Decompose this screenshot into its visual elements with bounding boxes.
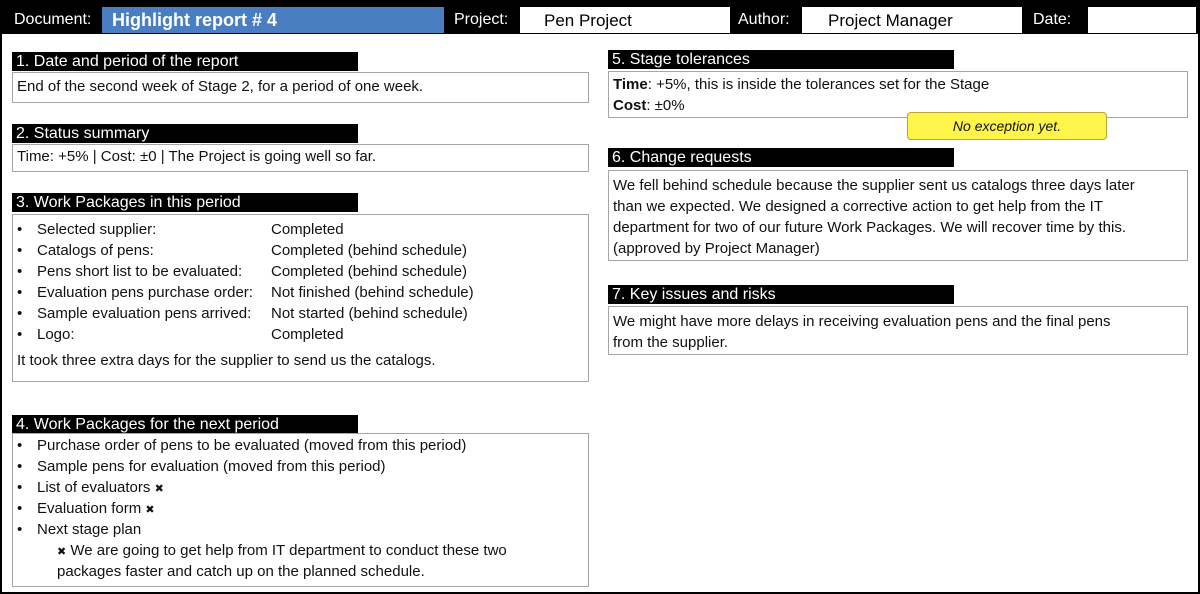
- section-2-box: [12, 144, 589, 172]
- document-title-field[interactable]: Highlight report # 4: [102, 7, 444, 33]
- section-3-note: It took three extra days for the supplier to send us the catalogs.: [17, 352, 436, 369]
- work-package-row: [17, 261, 588, 282]
- sub-note-line-2: packages faster and catch up on the planned schedule.: [57, 563, 425, 580]
- section-5-title: 5. Stage tolerances: [608, 50, 954, 69]
- work-package-label: Catalogs of pens:: [37, 242, 154, 259]
- author-label: Author:: [738, 11, 790, 28]
- cost-tolerance-label: Cost: [613, 97, 647, 114]
- change-request-line: department for two of our future Work Packages. We will recover time by this.: [613, 219, 1126, 236]
- section-6-title: 6. Change requests: [608, 148, 954, 167]
- document-label: Document:: [14, 11, 92, 28]
- author-field[interactable]: Project Manager: [802, 7, 1022, 33]
- section-5-box: [608, 71, 1188, 118]
- section-1-title: 1. Date and period of the report: [12, 52, 358, 71]
- bullet-icon: •: [17, 242, 23, 259]
- risk-line: We might have more delays in receiving evaluation pens and the final pens: [613, 313, 1111, 330]
- sub-note-line-1: [17, 540, 588, 561]
- next-work-package-item: [17, 456, 588, 477]
- time-tolerance-text: : +5%, this is inside the tolerances set for the Stage: [647, 76, 990, 93]
- cross-icon: ✖: [154, 483, 164, 495]
- risk-line: from the supplier.: [613, 334, 729, 351]
- header-bar: [2, 2, 1198, 34]
- section-4-title: 4. Work Packages for the next period: [12, 415, 358, 434]
- work-package-label: Selected supplier:: [37, 221, 157, 238]
- section-7-box: [608, 306, 1188, 355]
- work-package-status: Not finished (behind schedule): [271, 284, 474, 301]
- change-request-line: than we expected. We designed a corrective action to get help from the IT: [613, 198, 1103, 215]
- no-exception-callout: No exception yet.: [907, 112, 1107, 140]
- section-2-title: 2. Status summary: [12, 124, 358, 143]
- section-1-text: End of the second week of Stage 2, for a period of one week.: [17, 78, 424, 95]
- bullet-icon: •: [17, 221, 23, 238]
- work-package-row: [17, 240, 588, 261]
- work-package-label: Sample evaluation pens arrived:: [37, 305, 252, 322]
- bullet-icon: •: [17, 500, 23, 517]
- work-package-row: [17, 219, 588, 240]
- next-work-package-item: [17, 477, 588, 498]
- work-package-label: Evaluation pens purchase order:: [37, 284, 253, 301]
- section-2-text: Time: +5% | Cost: ±0 | The Project is going well so far.: [17, 148, 377, 165]
- cost-tolerance-text: : ±0%: [646, 97, 685, 114]
- next-work-package-item: [17, 435, 588, 456]
- section-4-box: [12, 433, 589, 587]
- work-package-row: [17, 303, 588, 324]
- bullet-icon: •: [17, 479, 23, 496]
- next-work-package-label: Purchase order of pens to be evaluated (moved from this period): [37, 437, 467, 454]
- section-6-box: [608, 170, 1188, 261]
- work-package-status: Completed (behind schedule): [271, 242, 467, 259]
- bullet-icon: •: [17, 326, 23, 343]
- work-package-status: Not started (behind schedule): [271, 305, 468, 322]
- next-work-package-label: Next stage plan: [37, 521, 142, 538]
- bullet-icon: •: [17, 305, 23, 322]
- next-work-package-label: Sample pens for evaluation (moved from this period): [37, 458, 386, 475]
- section-7-title: 7. Key issues and risks: [608, 285, 954, 304]
- date-label: Date:: [1033, 11, 1072, 28]
- work-package-row: [17, 324, 588, 345]
- work-package-label: Pens short list to be evaluated:: [37, 263, 243, 280]
- section-3-title: 3. Work Packages in this period: [12, 193, 358, 212]
- bullet-icon: •: [17, 521, 23, 538]
- sub-note-text-1: We are going to get help from IT department to conduct these two: [70, 542, 507, 559]
- section-1-box: [12, 72, 589, 103]
- bullet-icon: •: [17, 263, 23, 280]
- date-field[interactable]: [1088, 7, 1196, 33]
- next-work-package-item: [17, 519, 588, 540]
- work-package-row: [17, 282, 588, 303]
- next-work-package-item: [17, 498, 588, 519]
- bullet-icon: •: [17, 458, 23, 475]
- work-package-status: Completed: [271, 221, 344, 238]
- bullet-icon: •: [17, 437, 23, 454]
- change-request-line: (approved by Project Manager): [613, 240, 820, 257]
- time-tolerance-label: Time: [613, 76, 648, 93]
- project-label: Project:: [454, 11, 509, 28]
- next-work-package-label: Evaluation form: [37, 500, 142, 517]
- cross-icon: ✖: [57, 546, 67, 558]
- time-tolerance-line: [613, 74, 1187, 95]
- next-work-package-label: List of evaluators: [37, 479, 151, 496]
- work-package-label: Logo:: [37, 326, 75, 343]
- change-request-line: We fell behind schedule because the supplier sent us catalogs three days later: [613, 177, 1135, 194]
- bullet-icon: •: [17, 284, 23, 301]
- project-field[interactable]: Pen Project: [520, 7, 730, 33]
- work-package-status: Completed (behind schedule): [271, 263, 467, 280]
- work-package-status: Completed: [271, 326, 344, 343]
- section-3-box: [12, 214, 589, 382]
- cross-icon: ✖: [145, 504, 155, 516]
